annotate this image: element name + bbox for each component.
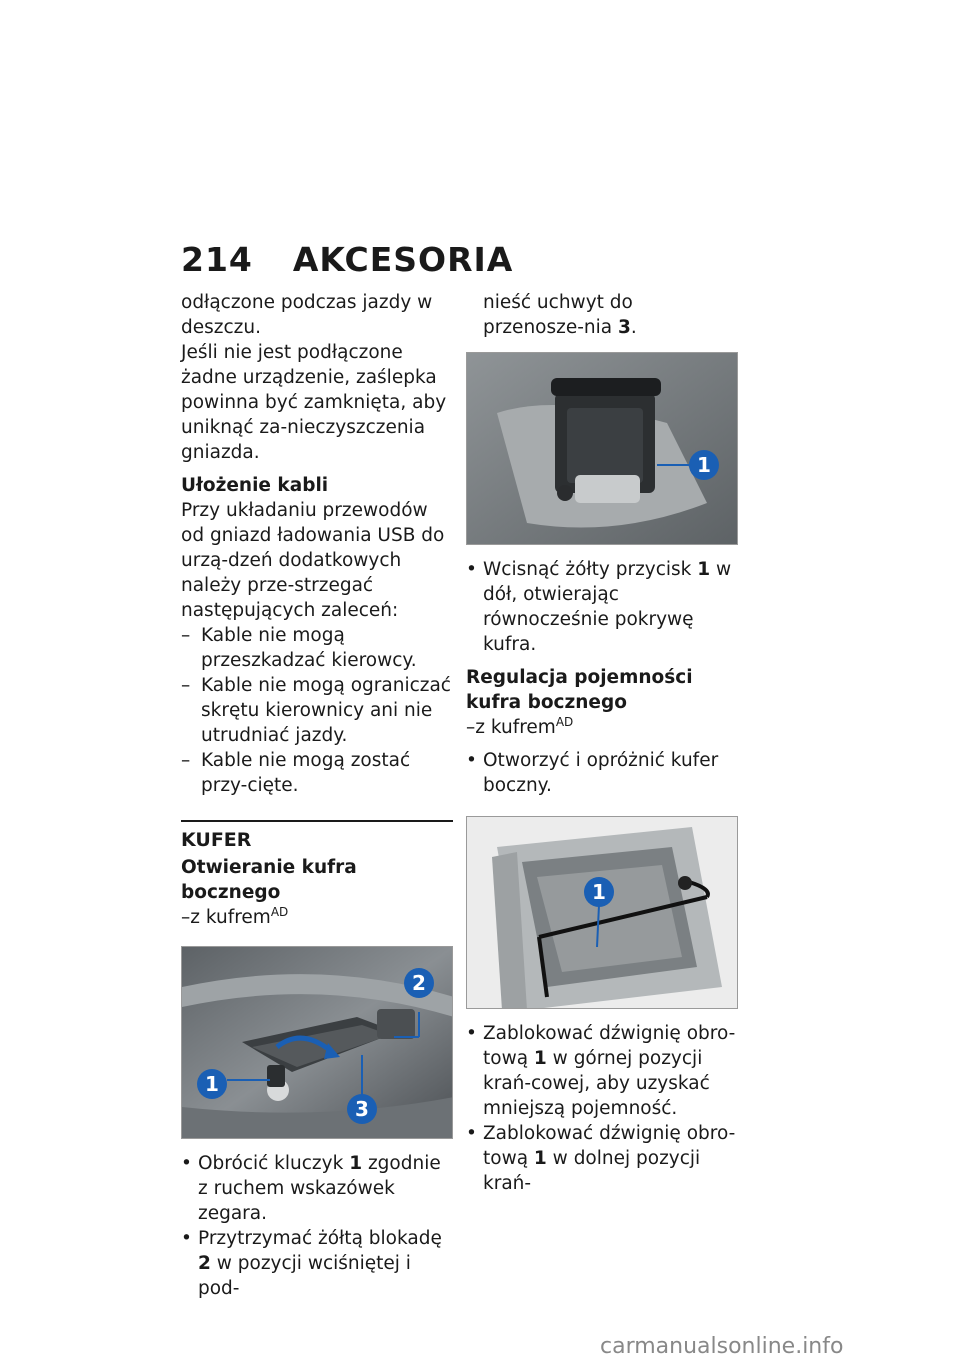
- section-divider: [181, 820, 453, 822]
- list-item: • Obrócić kluczyk 1 zgodnie z ruchem wskazówek zegara.: [181, 1153, 441, 1224]
- bullet-marker: •: [181, 1228, 192, 1249]
- right-column: [466, 290, 738, 1196]
- callout-1: [197, 1069, 227, 1099]
- list-item: – Kable nie mogą przeszkadzać kierowcy.: [181, 625, 417, 671]
- page-header: [181, 240, 513, 279]
- svg-text:2: 2: [412, 971, 426, 995]
- bullet-marker: •: [466, 1023, 477, 1044]
- bullet-marker: •: [181, 1153, 192, 1174]
- dash-marker: –: [181, 625, 191, 646]
- capacity-heading: Regulacja pojemności kufra bocznego: [466, 667, 693, 713]
- figure-case-lid: [466, 352, 738, 545]
- variant-line: –z kufrem$^{AD}$: [466, 714, 574, 738]
- figure-case-lever: [466, 816, 738, 1009]
- cable-intro: Przy układaniu przewodów od gniazd ładowania USB do urzą-dzeń dodatkowych należy prze-strzegać następujących zaleceń:: [181, 500, 445, 621]
- dash-marker: –: [181, 675, 191, 696]
- list-item: • Przytrzymać żółtą blokadę 2 w pozycji wciśniętej i pod-: [181, 1228, 442, 1299]
- svg-text:3: 3: [355, 1097, 369, 1121]
- section-title: KUFER: [181, 829, 252, 851]
- paragraph: Jeśli nie jest podłączone żadne urządzenie, zaślepka powinna być zamknięta, aby uniknąć za-nieczyszczenia gniazda.: [181, 342, 447, 463]
- watermark: carmanualsonline.info: [600, 1334, 844, 1359]
- cable-heading: Ułożenie kabli: [181, 475, 329, 496]
- list-item: • Zablokować dźwignię obro-tową 1 w dolnej pozycji krań-: [466, 1123, 736, 1194]
- callout-2: [404, 968, 434, 998]
- list-item: • Zablokować dźwignię obro-tową 1 w górnej pozycji krań-cowej, aby uzyskać mniejszą pojemność.: [466, 1023, 736, 1119]
- open-heading: Otwieranie kufra bocznego: [181, 857, 357, 903]
- page-number: 214: [181, 240, 253, 279]
- bullet-marker: •: [466, 1123, 477, 1144]
- left-column: [181, 290, 453, 1301]
- list-item: – Kable nie mogą zostać przy-cięte.: [181, 750, 411, 796]
- figure-case-handle: [181, 946, 453, 1139]
- svg-text:1: 1: [205, 1072, 219, 1096]
- bullet-marker: •: [466, 559, 477, 580]
- dash-marker: –: [181, 750, 191, 771]
- callout-1: [689, 450, 719, 480]
- callout-3: [347, 1094, 377, 1124]
- list-item: • Wcisnąć żółty przycisk 1 w dół, otwierając równocześnie pokrywę kufra.: [466, 559, 732, 655]
- svg-text:1: 1: [592, 880, 606, 904]
- callout-1: [584, 877, 614, 907]
- paragraph: odłączone podczas jazdy w deszczu.: [181, 292, 433, 338]
- bullet-marker: •: [466, 750, 477, 771]
- page-title: AKCESORIA: [292, 240, 514, 279]
- variant-line: –z kufrem$^{AD}$: [181, 904, 289, 928]
- paragraph: nieść uchwyt do przenosze-nia 3.: [483, 292, 637, 338]
- list-item: – Kable nie mogą ograniczać skrętu kierownicy ani nie utrudniać jazdy.: [181, 675, 451, 746]
- list-item: • Otworzyć i opróżnić kufer boczny.: [466, 750, 719, 796]
- svg-text:1: 1: [697, 453, 711, 477]
